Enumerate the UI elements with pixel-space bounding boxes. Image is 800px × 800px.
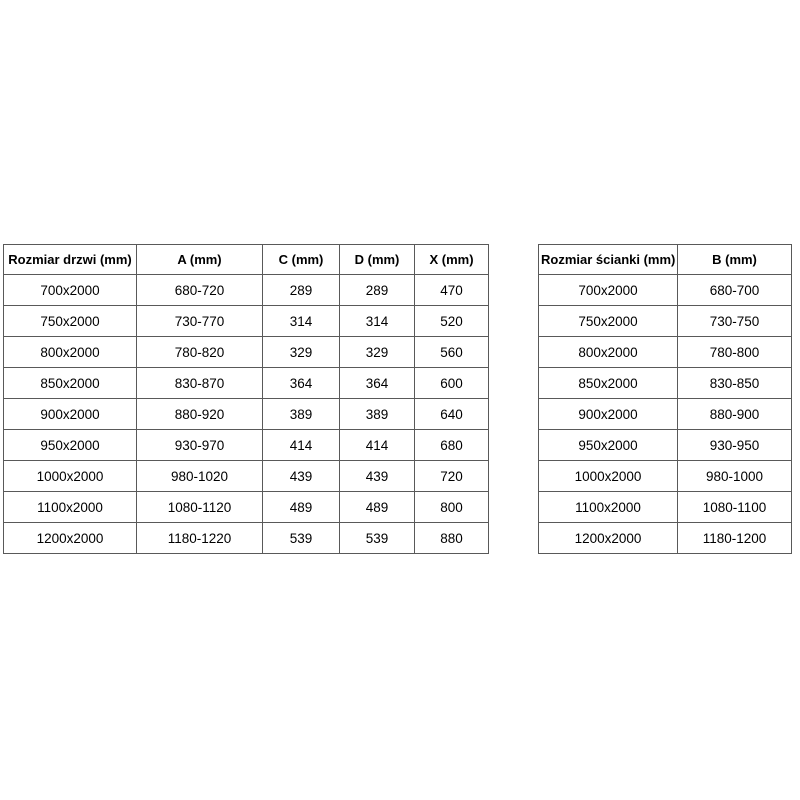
table-cell: 980-1000	[678, 461, 792, 492]
table-cell: 560	[415, 337, 489, 368]
table-cell: 439	[263, 461, 340, 492]
table-row	[4, 461, 489, 492]
table-row	[539, 492, 792, 523]
table-cell: 780-820	[137, 337, 263, 368]
table-cell: 800x2000	[539, 337, 678, 368]
column-header: A (mm)	[137, 245, 263, 275]
table-cell: 489	[263, 492, 340, 523]
table-cell: 489	[340, 492, 415, 523]
table-cell: 1200x2000	[539, 523, 678, 554]
table-cell: 389	[340, 399, 415, 430]
table-cell: 539	[340, 523, 415, 554]
table-cell: 1000x2000	[539, 461, 678, 492]
column-header: D (mm)	[340, 245, 415, 275]
table-cell: 289	[263, 275, 340, 306]
table-row	[4, 337, 489, 368]
column-header: Rozmiar drzwi (mm)	[4, 245, 137, 275]
table-cell: 980-1020	[137, 461, 263, 492]
table-cell: 414	[263, 430, 340, 461]
table-cell: 314	[340, 306, 415, 337]
table-cell: 1100x2000	[539, 492, 678, 523]
table-row	[539, 306, 792, 337]
table-cell: 950x2000	[4, 430, 137, 461]
table-cell: 880-920	[137, 399, 263, 430]
table-cell: 800x2000	[4, 337, 137, 368]
table-row	[539, 523, 792, 554]
table-cell: 1000x2000	[4, 461, 137, 492]
column-header: C (mm)	[263, 245, 340, 275]
table-row	[4, 368, 489, 399]
table-cell: 680	[415, 430, 489, 461]
table-cell: 314	[263, 306, 340, 337]
table-cell: 680-700	[678, 275, 792, 306]
table-row	[539, 337, 792, 368]
table-cell: 850x2000	[539, 368, 678, 399]
table-row	[4, 399, 489, 430]
wall-table-header-row	[539, 245, 792, 275]
door-dimensions-table	[3, 244, 489, 554]
table-row	[539, 368, 792, 399]
table-cell: 1080-1100	[678, 492, 792, 523]
table-cell: 720	[415, 461, 489, 492]
table-cell: 329	[340, 337, 415, 368]
table-cell: 1180-1200	[678, 523, 792, 554]
table-row	[4, 523, 489, 554]
table-cell: 680-720	[137, 275, 263, 306]
table-cell: 520	[415, 306, 489, 337]
table-cell: 389	[263, 399, 340, 430]
table-row	[539, 275, 792, 306]
table-cell: 600	[415, 368, 489, 399]
table-cell: 439	[340, 461, 415, 492]
table-cell: 880	[415, 523, 489, 554]
table-cell: 930-950	[678, 430, 792, 461]
table-cell: 1100x2000	[4, 492, 137, 523]
table-row	[539, 461, 792, 492]
table-cell: 364	[263, 368, 340, 399]
table-cell: 539	[263, 523, 340, 554]
table-cell: 750x2000	[4, 306, 137, 337]
column-header: B (mm)	[678, 245, 792, 275]
table-cell: 1080-1120	[137, 492, 263, 523]
table-row	[4, 306, 489, 337]
table-row	[4, 430, 489, 461]
table-cell: 850x2000	[4, 368, 137, 399]
table-cell: 730-750	[678, 306, 792, 337]
door-table-header-row	[4, 245, 489, 275]
table-cell: 289	[340, 275, 415, 306]
table-cell: 700x2000	[539, 275, 678, 306]
table-row	[539, 430, 792, 461]
table-cell: 780-800	[678, 337, 792, 368]
table-cell: 700x2000	[4, 275, 137, 306]
table-cell: 1200x2000	[4, 523, 137, 554]
table-cell: 950x2000	[539, 430, 678, 461]
table-cell: 900x2000	[4, 399, 137, 430]
table-cell: 640	[415, 399, 489, 430]
table-row	[4, 275, 489, 306]
table-cell: 830-850	[678, 368, 792, 399]
table-cell: 900x2000	[539, 399, 678, 430]
table-cell: 364	[340, 368, 415, 399]
table-cell: 830-870	[137, 368, 263, 399]
table-row	[4, 492, 489, 523]
table-cell: 730-770	[137, 306, 263, 337]
table-cell: 800	[415, 492, 489, 523]
table-cell: 880-900	[678, 399, 792, 430]
column-header: X (mm)	[415, 245, 489, 275]
table-cell: 414	[340, 430, 415, 461]
wall-dimensions-table	[538, 244, 792, 554]
column-header: Rozmiar ścianki (mm)	[539, 245, 678, 275]
table-cell: 930-970	[137, 430, 263, 461]
table-cell: 750x2000	[539, 306, 678, 337]
table-row	[539, 399, 792, 430]
table-cell: 1180-1220	[137, 523, 263, 554]
table-cell: 470	[415, 275, 489, 306]
table-cell: 329	[263, 337, 340, 368]
